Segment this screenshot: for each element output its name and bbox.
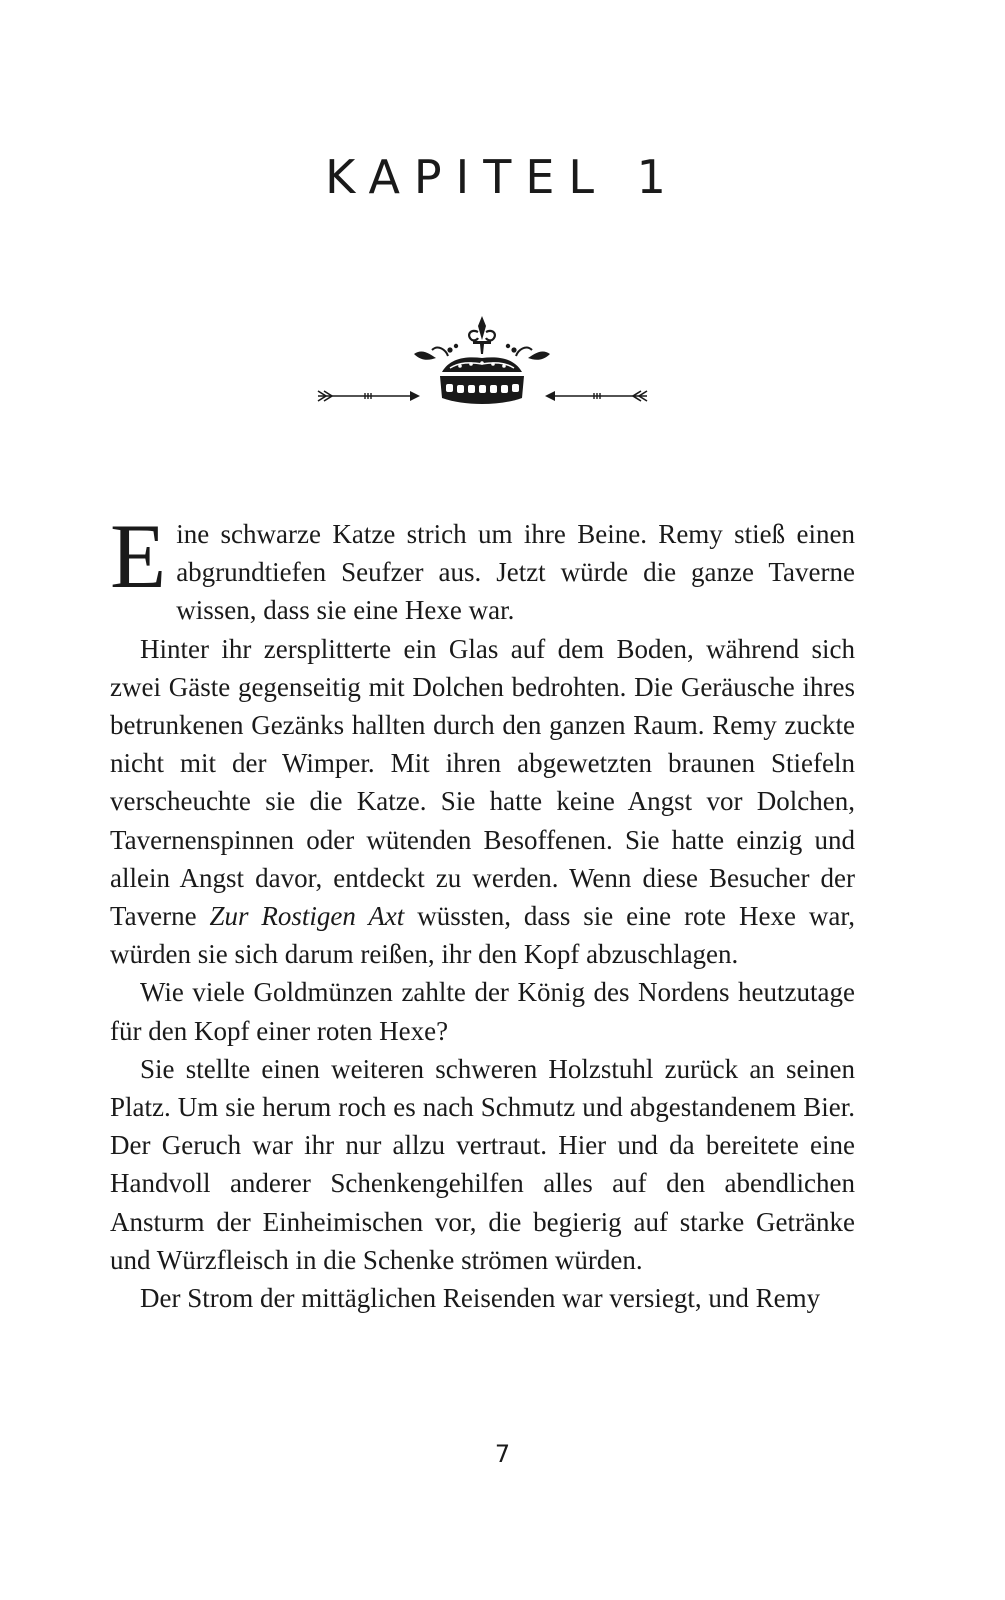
paragraph [110, 1279, 855, 1317]
page-number: 7 [494, 1440, 511, 1468]
chapter-body [110, 505, 855, 1317]
paragraph [110, 630, 855, 974]
paragraph-text: Der Strom der mittäglichen Reisenden war versiegt, und Remy [140, 1283, 821, 1314]
paragraph-text: Wie viele Goldmünzen zahlte der König des Nordens heutzutage für den Kopf einer roten Hexe? [110, 977, 855, 1046]
right-arrow-icon [545, 391, 647, 401]
crown-with-arrows-icon [310, 310, 655, 415]
chapter-title: KAPITEL 1 [325, 150, 680, 204]
paragraph [110, 505, 855, 630]
crown-icon [414, 316, 550, 404]
paragraph [110, 1050, 855, 1279]
paragraph-text: Hinter ihr zersplitterte ein Glas auf dem Boden, während sich zwei Gäste gegenseitig mit Dolchen bedrohten. Die Geräusche ihres betrunkenen Gezänks hallten durch den ganzen Raum. Remy zuckte nicht mit der Wimper. Mit ihren abgewetzten braunen Stiefeln verscheuchte sie die Katze. Sie hatte keine Angst vor Dolchen, Tavernenspinnen oder wütenden Besoffenen. Sie hatte einzig und allein Angst davor, entdeckt zu werden. Wenn diese Besucher der Taverne [110, 633, 855, 932]
drop-cap: E [110, 505, 167, 607]
italic-title: Zur Rostigen Axt [209, 901, 405, 932]
left-arrow-icon [318, 391, 420, 401]
paragraph-text: Sie stellte einen weiteren schweren Holzstuhl zurück an seinen Platz. Um sie herum roch es nach Schmutz und abgestandenem Bier. Der Geruch war ihr nur allzu vertraut. Hier und da bereitete eine Handvoll anderer Schenkengehilfen alles auf den abendlichen Ansturm der Einheimischen vor, die begierig auf starke Getränke und Würzfleisch in die Schenke strömen würden. [110, 1053, 855, 1275]
paragraph-text: ine schwarze Katze strich um ihre Beine. Remy stieß einen abgrundtiefen Seufzer aus. Jetzt würde die ganze Taverne wissen, dass sie eine Hexe war. [176, 519, 855, 626]
paragraph-text: wüssten, dass sie eine rote Hexe war, würden sie sich darum reißen, ihr den Kopf abzuschlagen. [110, 901, 855, 970]
paragraph [110, 973, 855, 1049]
